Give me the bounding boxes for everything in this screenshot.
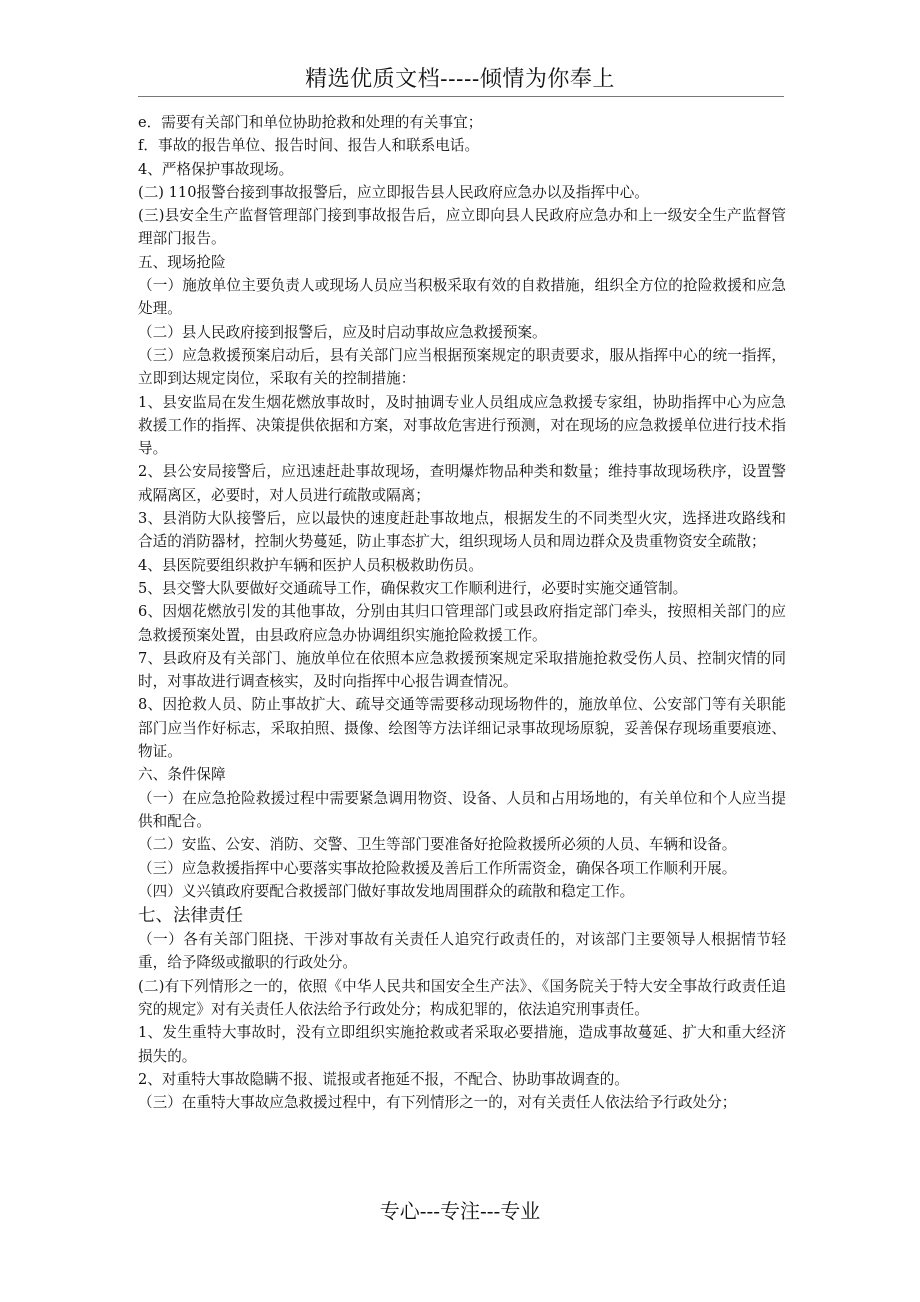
paragraph: （二）安监、公安、消防、交警、卫生等部门要准备好抢险救援所必须的人员、车辆和设备。: [138, 836, 737, 854]
paragraph: 5、县交警大队要做好交通疏导工作，确保救灾工作顺利进行，必要时实施交通管制。: [138, 579, 688, 597]
paragraph: (三)县安全生产监督管理部门接到事故报告后，应立即向县人民政府应急办和上一级安全生产监督管理部门报告。: [138, 207, 786, 248]
section-heading: 七、法律责任: [138, 906, 243, 927]
paragraph: （一）各有关部门阻挠、干涉对事故有关责任人追究行政责任的，对该部门主要领导人根据情节轻重，给予降级或撤职的行政处分。: [138, 931, 786, 972]
paragraph: 3、县消防大队接警后，应以最快的速度赶赴事故地点，根据发生的不同类型火灾，选择进攻路线和合适的消防器材，控制火势蔓延，防止事态扩大，组织现场人员和周边群众及贵重物资安全疏散；: [138, 510, 786, 551]
paragraph: 8、因抢救人员、防止事故扩大、疏导交通等需要移动现场物件的，施放单位、公安部门等有关职能部门应当作好标志，采取拍照、摄像、绘图等方法详细记录事故现场原貌，妥善保存现场重要痕迹、物证。: [138, 696, 786, 761]
paragraph: 4、县医院要组织救护车辆和医护人员积极救助伤员。: [138, 556, 483, 574]
document-body: [138, 111, 786, 1114]
paragraph: （三）应急救援指挥中心要落实事故抢险救援及善后工作所需资金，确保各项工作顺利开展。: [138, 859, 737, 877]
paragraph: (二)有下列情形之一的，依照《中华人民共和国安全生产法》、《国务院关于特大安全事故行政责任追究的规定》对有关责任人依法给予行政处分；构成犯罪的，依法追究刑事责任。: [138, 977, 786, 1018]
paragraph: f．事故的报告单位、报告时间、报告人和联系电话。: [138, 137, 480, 155]
paragraph: （一）施放单位主要负责人或现场人员应当积极采取有效的自救措施，组织全方位的抢险救援和应急处理。: [138, 277, 786, 318]
header-divider: [138, 96, 784, 97]
paragraph: （一）在应急抢险救援过程中需要紧急调用物资、设备、人员和占用场地的，有关单位和个人应当提供和配合。: [138, 789, 786, 830]
paragraph: e．需要有关部门和单位协助抢救和处理的有关事宜；: [138, 114, 483, 131]
paragraph: 1、县安监局在发生烟花燃放事故时，及时抽调专业人员组成应急救援专家组，协助指挥中心为应急救援工作的指挥、决策提供依据和方案，对事故危害进行预测，对在现场的应急救援单位进行技术指导。: [138, 393, 786, 458]
section-heading: 六、条件保障: [138, 766, 226, 784]
page-header-title: 精选优质文档-----倾情为你奉上: [305, 67, 615, 92]
paragraph: 7、县政府及有关部门、施放单位在依照本应急救援预案规定采取措施抢救受伤人员、控制灾情的同时，对事故进行调查核实，及时向指挥中心报告调查情况。: [138, 649, 786, 691]
paragraph: (二) 110报警台接到事故报警后，应立即报告县人民政府应急办以及指挥中心。: [138, 183, 649, 201]
section-heading: 五、现场抢险: [138, 253, 226, 271]
paragraph: 6、因烟花燃放引发的其他事故，分别由其归口管理部门或县政府指定部门牵头，按照相关部门的应急救援预案处置，由县政府应急办协调组织实施抢险救援工作。: [138, 603, 786, 644]
paragraph: 2、对重特大事故隐瞒不报、谎报或者拖延不报，不配合、协助事故调查的。: [138, 1070, 629, 1088]
paragraph: 1、发生重特大事故时，没有立即组织实施抢救或者采取必要措施，造成事故蔓延、扩大和重大经济损失的。: [138, 1024, 786, 1065]
paragraph: （四）义兴镇政府要配合救援部门做好事故发地周围群众的疏散和稳定工作。: [138, 882, 635, 900]
paragraph: （三）应急救援预案启动后，县有关部门应当根据预案规定的职责要求，服从指挥中心的统一指挥，立即到达规定岗位，采取有关的控制措施：: [138, 346, 786, 388]
paragraph: （三）在重特大事故应急救援过程中，有下列情形之一的，对有关责任人依法给予行政处分；: [138, 1094, 737, 1112]
paragraph: （二）县人民政府接到报警后，应及时启动事故应急救援预案。: [138, 323, 547, 341]
page-footer-text: 专心---专注---专业: [379, 1199, 541, 1223]
paragraph: 2、县公安局接警后，应迅速赶赴事故现场，查明爆炸物品种类和数量；维持事故现场秩序，设置警戒隔离区，必要时，对人员进行疏散或隔离；: [138, 463, 786, 504]
paragraph: 4、严格保护事故现场。: [138, 160, 294, 178]
